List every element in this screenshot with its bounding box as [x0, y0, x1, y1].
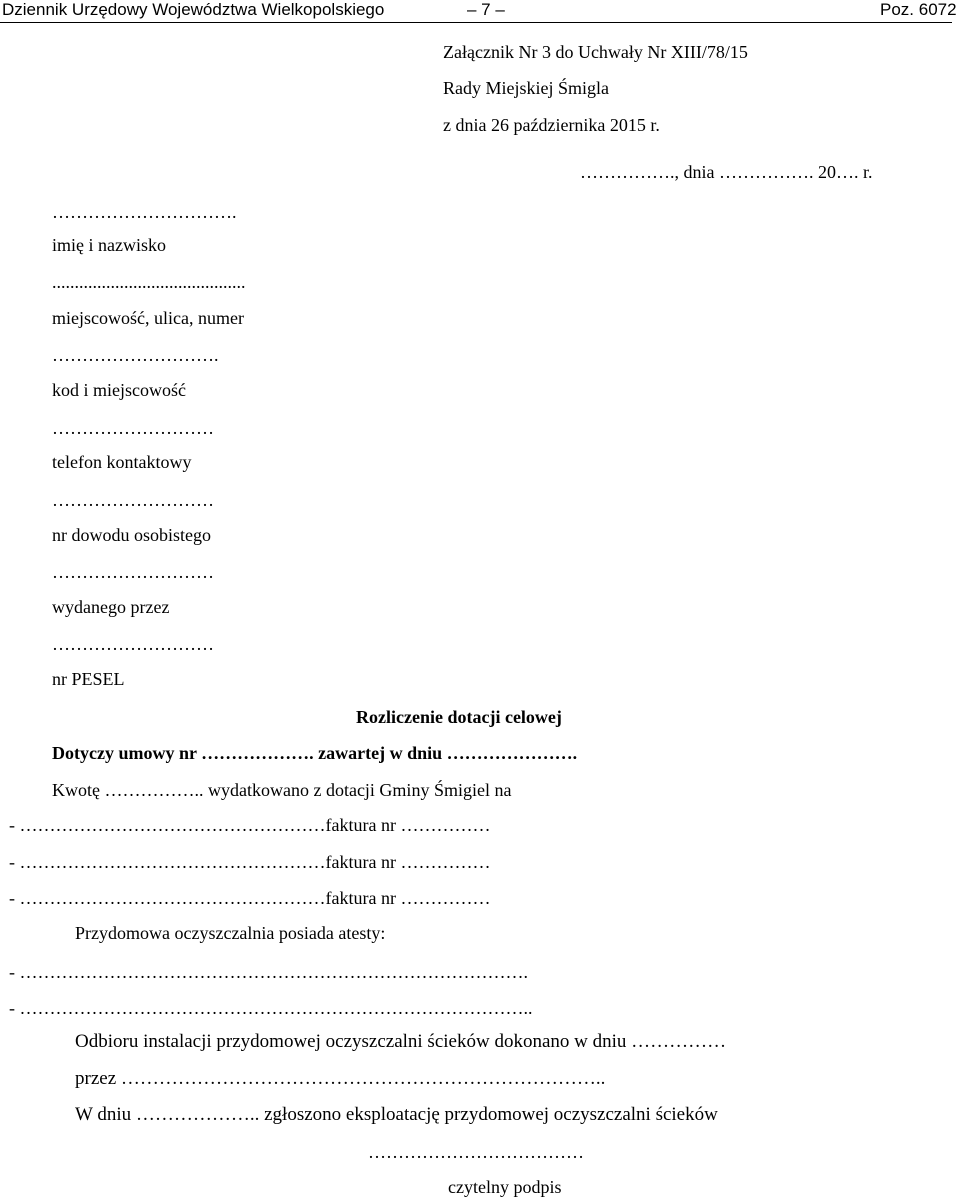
phone-label: telefon kontaktowy — [52, 452, 192, 472]
page-number: – 7 – — [467, 0, 505, 19]
invoice-line-1: - ……………………………………………faktura nr …………… — [9, 815, 491, 835]
certificate-line-1: - …………………………………………………………………………. — [9, 962, 528, 982]
invoice-line-2: - ……………………………………………faktura nr …………… — [9, 852, 491, 872]
annex-line-1: Załącznik Nr 3 do Uchwały Nr XIII/78/15 — [443, 42, 748, 62]
annex-line-2: Rady Miejskiej Śmigla — [443, 78, 609, 98]
address-label: miejscowość, ulica, numer — [52, 308, 244, 328]
inspection-line: Odbioru instalacji przydomowej oczyszczalni ścieków dokonano w dniu …………… — [75, 1031, 727, 1052]
operation-line: W dniu ……………….. zgłoszono eksploatację przydomowej oczyszczalni ścieków — [75, 1104, 718, 1125]
date-line: ……………., dnia ……………. 20…. r. — [580, 162, 873, 182]
pesel-dots: ……………………… — [52, 634, 214, 654]
amount-line: Kwotę …………….. wydatkowano z dotacji Gminy Śmigiel na — [52, 780, 512, 800]
phone-dots: ……………………… — [52, 418, 214, 438]
id-card-label: nr dowodu osobistego — [52, 525, 211, 545]
inspector-line: przez ………………………………………………………………….. — [75, 1068, 606, 1089]
signature-dots: ……………………………… — [368, 1142, 584, 1162]
postal-label: kod i miejscowość — [52, 380, 186, 400]
issuer-label: wydanego przez — [52, 597, 170, 617]
issuer-dots: ……………………… — [52, 562, 214, 582]
address-dots: ........................................... — [52, 272, 246, 292]
certificates-heading: Przydomowa oczyszczalnia posiada atesty: — [75, 923, 386, 943]
name-dots: …………………………. — [52, 202, 237, 222]
journal-title: Dziennik Urzędowy Województwa Wielkopolskiego — [2, 0, 385, 19]
annex-line-3: z dnia 26 października 2015 r. — [443, 115, 660, 135]
id-card-dots: ……………………… — [52, 490, 214, 510]
header-rule — [0, 22, 952, 23]
document-title: Rozliczenie dotacji celowej — [356, 707, 562, 727]
postal-dots: ………………………. — [52, 345, 219, 365]
pesel-label: nr PESEL — [52, 669, 125, 689]
name-label: imię i nazwisko — [52, 235, 166, 255]
position-number: Poz. 6072 — [880, 0, 957, 19]
invoice-line-3: - ……………………………………………faktura nr …………… — [9, 888, 491, 908]
contract-line: Dotyczy umowy nr ………………. zawartej w dniu …………………. — [52, 743, 578, 763]
signature-label: czytelny podpis — [448, 1177, 562, 1197]
certificate-line-2: - ………………………………………………………………………….. — [9, 998, 533, 1018]
